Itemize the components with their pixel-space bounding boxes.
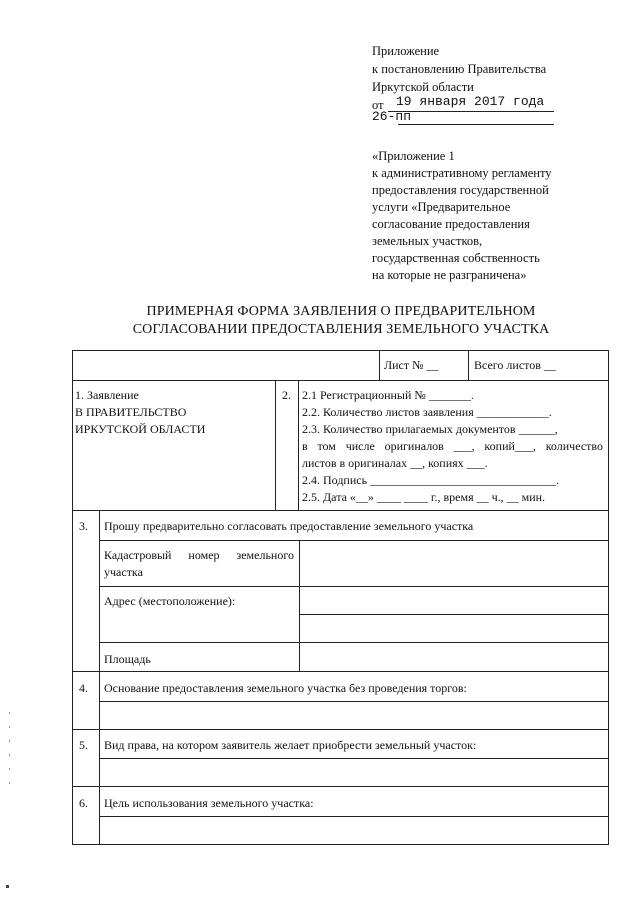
- section-6-number: 6.: [79, 796, 88, 810]
- legal-basis-input[interactable]: [100, 702, 608, 728]
- section-6-label: Цель использования земельного участка:: [104, 796, 314, 810]
- appendix-line: услуги «Предварительное: [372, 200, 511, 214]
- appendix-line: предоставления государственной: [372, 183, 549, 197]
- sheets-in-originals-field[interactable]: листов в оригиналах __, копиях ___.: [302, 456, 488, 470]
- scan-speck: [9, 740, 10, 742]
- originals-copies-line[interactable]: [302, 438, 603, 454]
- date-time-field[interactable]: 2.5. Дата «__» ____ ____ г., время __ ч., __ мин.: [302, 490, 546, 504]
- cadastral-word: земельного: [236, 548, 294, 562]
- divider: [72, 510, 609, 511]
- section-5-label: Вид права, на котором заявитель желает приобрести земельный участок:: [104, 738, 477, 752]
- divider: [275, 380, 276, 510]
- section-3-label: Прошу предварительно согласовать предоставление земельного участка: [104, 519, 474, 533]
- appendix-line: согласование предоставления: [372, 217, 530, 231]
- header-resolution-label: к постановлению Правительства: [372, 62, 547, 76]
- address-input-2[interactable]: [300, 615, 608, 641]
- recipient-line-1: В ПРАВИТЕЛЬСТВО: [75, 405, 187, 419]
- originals-word: в: [302, 439, 308, 453]
- right-type-input[interactable]: [100, 759, 608, 785]
- divider: [72, 671, 609, 672]
- header-date-underline: [388, 111, 554, 112]
- cadastral-word: номер: [188, 548, 220, 562]
- appendix-line: «Приложение 1: [372, 149, 455, 163]
- scan-speck: [9, 782, 10, 784]
- header-date-value: 19 января 2017 года: [396, 94, 545, 109]
- originals-word: числе: [345, 439, 375, 453]
- appendix-line: земельных участков,: [372, 234, 483, 248]
- section-4-label: Основание предоставления земельного участка без проведения торгов:: [104, 681, 467, 695]
- originals-word: количество: [545, 439, 603, 453]
- application-label: 1. Заявление: [75, 388, 139, 402]
- scan-speck: [6, 885, 9, 888]
- header-date-prefix: от: [372, 98, 384, 112]
- divider: [298, 380, 299, 510]
- divider: [72, 380, 609, 381]
- divider: [72, 786, 609, 787]
- recipient-line-2: ИРКУТСКОЙ ОБЛАСТИ: [75, 422, 206, 436]
- divider: [468, 350, 469, 380]
- cadastral-word: Кадастровый: [104, 548, 172, 562]
- form-title-line-1: ПРИМЕРНАЯ ФОРМА ЗАЯВЛЕНИЯ О ПРЕДВАРИТЕЛЬНОМ: [146, 304, 536, 319]
- divider: [379, 350, 380, 380]
- header-region-label: Иркутской области: [372, 80, 474, 94]
- originals-word: оригиналов: [384, 439, 444, 453]
- form-title-line-2: СОГЛАСОВАНИИ ПРЕДОСТАВЛЕНИЯ ЗЕМЕЛЬНОГО УЧАСТКА: [132, 322, 550, 337]
- signature-field[interactable]: 2.4. Подпись _______________________________.: [302, 473, 560, 487]
- appendix-line: государственная собственность: [372, 251, 540, 265]
- header-number-underline: [398, 124, 554, 125]
- appendix-line: к административному регламенту: [372, 166, 552, 180]
- scan-speck: [9, 754, 10, 756]
- scan-speck: [9, 712, 10, 714]
- originals-word: ___,: [453, 439, 475, 453]
- section-2-number: 2.: [282, 388, 291, 402]
- originals-word: копий___,: [484, 439, 536, 453]
- area-input[interactable]: [300, 643, 608, 670]
- header-appendix-label: Приложение: [372, 44, 440, 58]
- section-4-number: 4.: [79, 681, 88, 695]
- address-input[interactable]: [300, 587, 608, 613]
- section-3-number: 3.: [79, 519, 88, 533]
- area-label: Площадь: [104, 652, 151, 666]
- cadastral-number-label-2: участка: [104, 565, 143, 579]
- appendix-line: на которые не разграничена»: [372, 268, 527, 282]
- sheets-count-field[interactable]: 2.2. Количество листов заявления ____________.: [302, 405, 552, 419]
- section-5-number: 5.: [79, 738, 88, 752]
- header-number-value: 26-пп: [372, 109, 412, 124]
- sheet-number-field[interactable]: Лист № __: [384, 358, 439, 372]
- land-use-purpose-input[interactable]: [100, 817, 608, 844]
- registration-number-field[interactable]: 2.1 Регистрационный № _______.: [302, 388, 474, 402]
- scan-speck: [9, 768, 10, 770]
- appendix-block: [372, 148, 552, 284]
- documents-count-field[interactable]: 2.3. Количество прилагаемых документов ______,: [302, 422, 558, 436]
- total-sheets-field[interactable]: Всего листов __: [474, 358, 556, 372]
- address-label: Адрес (местоположение):: [104, 594, 236, 608]
- cadastral-number-input[interactable]: [300, 541, 608, 585]
- cadastral-number-label: [104, 547, 294, 563]
- scan-speck: [9, 726, 10, 728]
- divider: [99, 510, 100, 845]
- originals-word: том: [317, 439, 336, 453]
- divider: [72, 729, 609, 730]
